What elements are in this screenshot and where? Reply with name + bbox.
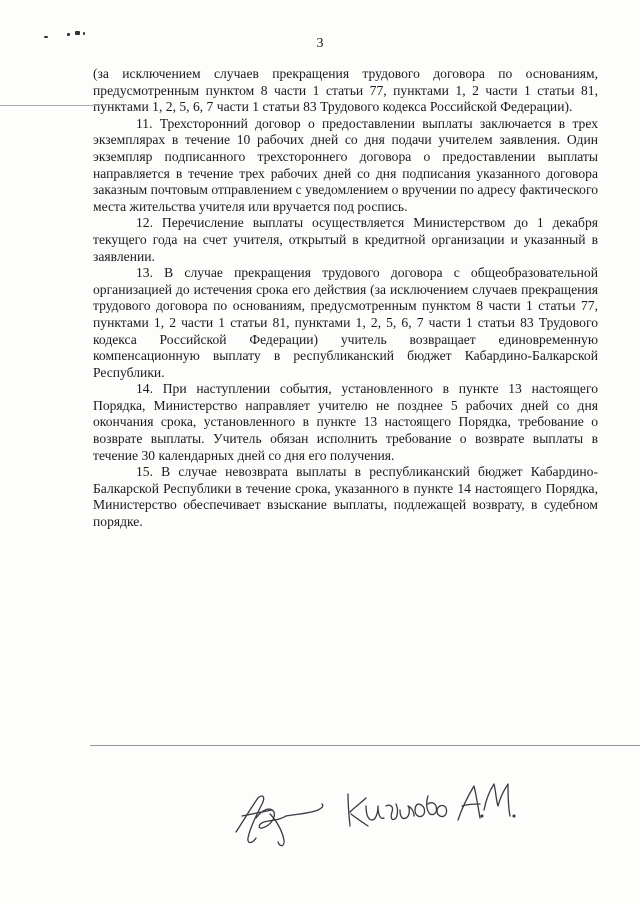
handwritten-signature bbox=[0, 760, 640, 870]
paragraph-11: 11. Трехсторонний договор о предоставлении выплаты заключается в трех экземплярах в течение 10 рабочих дней со дня подачи учителем заявления. Один экземпляр подписанного трехстороннего договора о предоставлении выплаты направляется в течение трех рабочих дней со дня подписания указанного договора заказным почтовым отправлением с уведомлением о вручении по адресу фактического места жительства учителя или вручается под роспись. bbox=[93, 115, 598, 214]
paragraph-12: 12. Перечисление выплаты осуществляется Министерством до 1 декабря текущего года на счет учителя, открытый в кредитной организации и указанный в заявлении. bbox=[93, 215, 598, 264]
signature-area bbox=[0, 760, 640, 870]
paragraph-15: 15. В случае невозврата выплаты в республиканский бюджет Кабардино-Балкарской Республики в течение срока, указанного в пункте 14 настоящего Порядка, Министерство обеспечивает взыскание выплаты, подлежащей возврату, в судебном порядке. bbox=[93, 464, 598, 530]
scan-speck bbox=[75, 31, 80, 35]
scan-rule-line bbox=[0, 105, 100, 106]
document-body bbox=[93, 66, 598, 531]
paragraph-14: 14. При наступлении события, установленного в пункте 13 настоящего Порядка, Министерство направляет учителю не позднее 5 рабочих дней со дня окончания срока, установленного в пункте 13 настоящего Порядка, требование о возврате выплаты. Учитель обязан исполнить требование о возврате выплаты в течение 30 календарных дней со дня его получения. bbox=[93, 381, 598, 463]
paragraph-continuation: (за исключением случаев прекращения трудового договора по основаниям, предусмотренным пунктом 8 части 1 статьи 77, пунктами 1, 2 части 1 статьи 81, пунктами 1, 2, 5, 6, 7 части 1 статьи 83 Трудового кодекса Российской Федерации). bbox=[93, 66, 598, 115]
paragraph-13: 13. В случае прекращения трудового договора с общеобразовательной организацией до истечения срока его действия (за исключением случаев прекращения трудового договора по основаниям, предусмотренным пунктом 8 части 1 статьи 77, пунктами 1, 2 части 1 статьи 81, пунктами 1, 2, 5, 6, 7 части 1 статьи 83 Трудового кодекса Российской Федерации) учитель возвращает единовременную компенсационную выплату в республиканский бюджет Кабардино-Балкарской Республики. bbox=[93, 265, 598, 380]
page-number: 3 bbox=[316, 36, 324, 51]
scan-speck bbox=[83, 32, 85, 35]
scan-rule-line bbox=[90, 745, 640, 746]
